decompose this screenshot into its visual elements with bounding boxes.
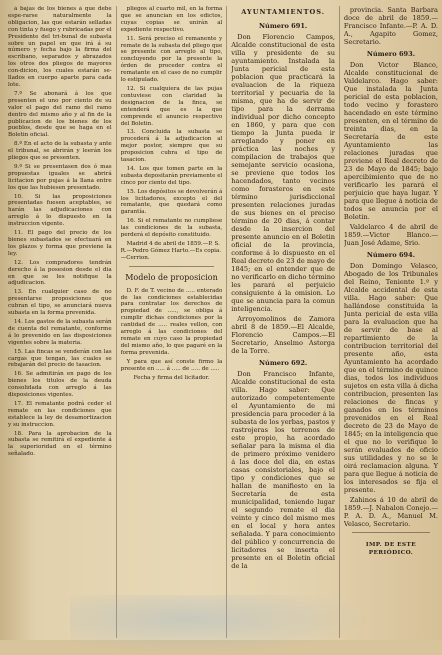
printer-imprint: IMP. DE ESTE PERIÓDICO. xyxy=(365,542,417,556)
notice-number: Número 693. xyxy=(366,50,416,58)
paragraph: 12. Los compradores tendrán derecho á la posesion desde el dia en que se les notifique la adjudicacion. xyxy=(8,259,112,287)
notice-number: Número 694. xyxy=(366,251,416,259)
column-2 xyxy=(121,6,223,638)
paragraph: 14. Los gastos de la subasta serán de cuenta del rematante, conforme á lo prevenido en las disposiciones vigentes sobre la materia. xyxy=(8,318,112,346)
paragraph: 18. Para la aprobacion de la subasta se remitirá el expediente á la superioridad en el término señalado. xyxy=(8,430,112,458)
notice-body: Don Francisco Infante, Alcalde constitucional de esta villa. Hago saber: Que autorizado competentemente el Ayuntamiento de mi presidencia para proceder á la subasta de los yerbas, pastos y rastrojeras los terrenos de este propio, ha acordado señalar para la misma el dia de primero próximo venidero á las doce del dia, en estas casas consistoriales, bajo el tipo y condiciones que se hallan de manifiesto en la Secretaría de esta municipalidad, teniendo lugar el segundo remate el dia veinte y cinco del mismo mes en el local y hora antes señalada. Y para conocimiento del público y concurrencia de licitadores se inserta el presente en el Boletin oficial de la xyxy=(231,370,335,570)
paragraph: 15. Las fincas se venderán con las cargas que tengan, las cuales se rebajarán del precio de tasacion. xyxy=(8,348,112,369)
column-4 xyxy=(344,6,438,638)
paragraph: 14. Los que tomen parte en la subasta depositarán previamente el cinco por ciento del tipo. xyxy=(120,165,223,186)
notice-body: Don Victor Blanco, Alcalde constitucional de Valdelarco. Hago saber: Que instalada la Junta pericial de esta poblacion, todo vecino y forastero hacendado en este término presenten, en el término de treinta dias, en la Secretaría de este Ayuntamiento las relaciones juradas que previene el Real decreto de 23 de Mayo de 1845; bajo apercibimiento que de no verificarlo les parará el perjuicio que haya lugar. Y para que llegue á noticia de todos se anuncia por el Boletin. xyxy=(343,61,438,221)
paragraph: 8.º En el acto de la subasta y ante el tribunal, se abrirán y leerán los pliegos que se presenten. xyxy=(8,141,112,162)
notice-signature: Valdelarco 4 de abril de 1859.—Victor Blanco.—Juan José Adame, Srio. xyxy=(343,223,438,247)
notice-number: Número 691. xyxy=(259,22,308,30)
paragraph: 12. Si cualquiera de las pujas contuviese con claridad la designacion de la finca, se entenderá que es la que comprende el anuncio respectivo del Boletin. xyxy=(120,85,223,127)
column-divider xyxy=(226,6,227,638)
closing-signature: Madrid 4 de abril de 1859.—P. S. R.—Pedro Gómez Harto.—Es copia.—Cerrion. xyxy=(120,241,222,261)
column-divider xyxy=(339,6,340,638)
column-3 xyxy=(231,6,335,638)
section-header: AYUNTAMIENTOS. xyxy=(241,8,326,16)
paragraph: á bajas de los bienes á que debe espe-rarse naturalmente la obligacion, las que estarán selladas con tinta y fuego y rubricadas por el Presidente del tri-bunal de subasta sobre un papel en que irá á su número y fecha bajo la firma del escribano, separados y abrazados los otros dos pliegos de mayores con-dicion, los cuales estarán se-llados en cuerpo aparte para cada lote. xyxy=(8,6,112,88)
column-1 xyxy=(8,6,112,638)
paragraph: 13. En cualquier caso de no presentarse proposiciones que cubran el tipo, se anunciará nueva subasta en la forma prevenida. xyxy=(8,289,112,317)
model-footer: Fecha y firma del licitador. xyxy=(133,374,210,381)
paragraph: pliegos al cuarto mil, en la forma que se anuncian en los edictos, cuyas copias se unirán al expediente respectivo. xyxy=(120,6,223,33)
paragraph: 11. Será preciso el remanente y remate de la subasta del pliego que se presente con arreglo al tipo, concluyendo por la presente la órden de proceder contra el rematante en el caso de no cumplir lo estipulado. xyxy=(120,35,223,84)
divider xyxy=(352,532,430,533)
notice-body: Don Domingo Velasco, Abogado de los Tribunales del Reino, Teniente 1.º y Alcalde accidental de esta villa. Hago saber: Que hallándose constituida la Junta pericial de esta villa para la evaluacion que ha de servir de base al repartimiento de la contribucion territorial del presente año, esta Ayuntamiento ha acordado que en el término de quince dias, todos los individuos sujetos en esta villa á dicha contribucion, presenten las relaciones de fincas y ganados en los términos prevenidos en el Real decreto de 23 de Mayo de 1845; en la inteligencia que el que no lo verifique le serán evaluados de oficio sus utilidades y no se le oirá reclamacion alguna. Y para que llegue á noticia de los interesados se fija el presente. xyxy=(343,262,438,494)
model-paragraph: D. F. de T. vecino de ..... enterado de las condiciones establecidas para contratar los derechos de propiedad de ....., se obliga á cumplir dichas condiciones por la cantidad de ..... reales vellon, con arreglo á las condiciones del remate en cuyo caso la propiedad del mismo año, lo que pagaré en la forma prevenida. xyxy=(120,287,223,356)
notice-signature: Zahinos á 10 de abril de 1859.—J. Nabalon Conejo.—P. A. D. A., Manuel M. Velasco, Secretario. xyxy=(343,496,438,528)
column-divider xyxy=(116,6,117,638)
paragraph: 9.º Si se presentasen dos ó mas propuestas iguales se abrirá licitacion por pujas á la llana entre los que las hubiesen presentado. xyxy=(8,163,112,191)
paragraph: 16. Si el rematante no cumpliese las condiciones de la subasta, perderá el depósito constituido. xyxy=(120,218,223,239)
notice-body: Don Florencio Campos, Alcalde constitucional de esta villa y presidente de su ayuntamiento. Instalada la Junta pericial de esta poblacion que practicará la evaluacion de la riqueza territorial y pecuaria de la misma, que ha de servir de tipo para la derrama individual por dicho concepto en 1860, y para que con tiempo la Junta pueda ir arreglando y poner en práctica las noches y compilacion de trabajos que semejante servicio ocasiona, se previene que todos los hacendados, tanto vecinos como forasteros en este término jurisdiccional presenten relaciones juradas de sus bienes en el preciso término de 20 dias, á contar desde la insercion del presente anuncio en el Boletin oficial de la provincia, conforme á lo dispuesto en el Real decreto de 23 de mayo de 1845; en el entender que de no verificarlo en dicho término les parará el perjuicio consiguiente á la omision. Lo que se anuncia para la comun inteligencia. xyxy=(231,33,335,313)
notice-continuation: provincia. Santa Barbara doce de abril de 1859.—Francisco Infante.—P. A. D. A., Agapito Gomez, Secretario. xyxy=(343,6,438,46)
paragraph: 13. Concluida la subasta se procederá á la adjudicacion al mejor postor, siempre que su proposicion cubra el tipo de tasacion. xyxy=(120,129,223,164)
paragraph: 11. El pago del precio de los bienes subastados se efectuará en los plazos y forma que previene la ley. xyxy=(8,230,112,257)
paragraph: 15. Los depósitos se devolverán á los licitadores, excepto el del rematante, que quedará como garantía. xyxy=(120,188,223,216)
notice-number: Número 692. xyxy=(259,359,308,367)
paragraph: 16. Se admitirán en pago de los bienes los titulos de la deuda consolidada con arreglo á las disposiciones vigentes. xyxy=(8,371,112,399)
divider xyxy=(129,266,215,267)
notice-signature: Arroyomolinos de Zamora abril 8 de 1859.—El Alcalde, Florencio Campos.—El Secretario, Anselmo Astorga de la Torre. xyxy=(231,315,335,355)
paragraph: 7.º Se abonará á los que presenten el uno por ciento de su valor el pago del ramo del ramo dentro del mismo año y al fin de la publicacion de los bienes de los pueblos, desde que se haga en el Boletin oficial. xyxy=(8,90,112,139)
paragraph: 17. El rematante podrá ceder el remate en las condiciones que establece la ley de desamortizacion y su instruccion. xyxy=(8,400,112,428)
section-title: Modelo de proposicion xyxy=(125,272,218,282)
model-paragraph: Y para que así conste firmo la presente en ..... á ..... de ..... de ..... xyxy=(120,358,223,372)
paragraph: 10. Si las proposiciones presentadas fuesen aceptables, se harán las adjudicaciones con arreglo á lo dispuesto en la instruccion vigente. xyxy=(8,193,112,228)
